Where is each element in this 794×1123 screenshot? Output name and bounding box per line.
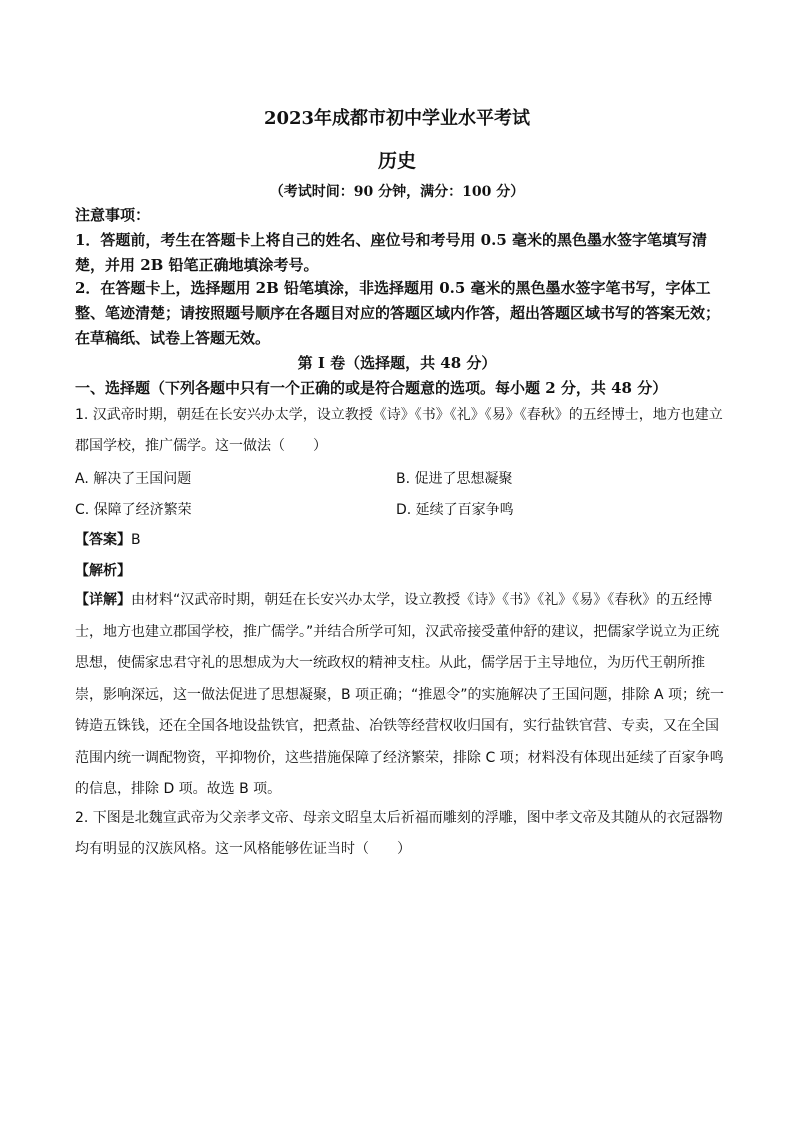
question-1-analysis <box>75 560 131 580</box>
question-1-option-a: A. 解决了王国问题 <box>75 471 192 487</box>
question-1-answer <box>75 529 141 549</box>
detail-text: 由材料“汉武帝时期，朝廷在长安兴办太学，设立教授《诗》《书》《礼》《易》《春秋》的五经博士，地方也建立郡国学校，推广儒学。”并结合所学可知，汉武帝接受董仲舒的建议，把儒家学说立为正统思想，使儒家忠君守礼的思想成为大一统政权的精神支柱。从此，儒学居于主导地位，为历代王朝所推崇，影响深远，这一做法促进了思想凝聚，B 项正确；“推恩令”的实施解决了王国问题，排除 A 项；统一铸造五铢钱，还在全国各地设盐铁官，把煮盐、冶铁等经营权收归国有，实行盐铁官营、专卖，又在全国范围内统一调配物资，平抑物价，这些措施保障了经济繁荣，排除 C 项；材料没有体现出延续了百家争鸣的信息，排除 D 项。故选 B 项。 <box>75 592 725 797</box>
subject-title: 历史 <box>377 150 416 172</box>
exam-title: 2023年成都市初中学业水平考试 <box>263 108 531 129</box>
question-1-option-c: C. 保障了经济繁荣 <box>75 502 192 518</box>
answer-tag: 【答案】 <box>75 532 131 548</box>
section-instructions: 一、选择题（下列各题中只有一个正确的或是符合题意的选项。每小题 2 分，共 48 分） <box>75 379 668 397</box>
notice-item-2: 2．在答题卡上，选择题用 2B 铅笔填涂，非选择题用 0.5 毫米的黑色墨水签字笔书写，字体工整、笔迹清楚；请按照题号顺序在各题目对应的答题区域内作答，超出答题区域书写的答案无效；在草稿纸、试卷上答题无效。 <box>75 279 721 347</box>
answer-value: B <box>131 532 141 548</box>
question-2-stem: 2. 下图是北魏宣武帝为父亲孝文帝、母亲文昭皇太后祈福而雕刻的浮雕，图中孝文帝及其随从的衣冠器物均有明显的汉族风格。这一风格能够佐证当时（ ） <box>75 810 723 857</box>
notice-heading: 注意事项： <box>75 206 151 224</box>
part-title: 第 I 卷（选择题，共 48 分） <box>297 354 497 372</box>
analysis-tag: 【解析】 <box>75 563 131 579</box>
question-1-option-d: D. 延续了百家争鸣 <box>396 502 514 518</box>
notice-item-1: 1．答题前，考生在答题卡上将自己的姓名、座位号和考号用 0.5 毫米的黑色墨水签字笔填写清楚，并用 2B 铅笔正确地填涂考号。 <box>75 231 707 274</box>
question-1-stem: 1. 汉武帝时期，朝廷在长安兴办太学，设立教授《诗》《书》《礼》《易》《春秋》的五经博士，地方也建立郡国学校，推广儒学。这一做法（ ） <box>75 407 723 454</box>
exam-info: （考试时间：90 分钟，满分：100 分） <box>269 184 525 200</box>
question-1-option-b: B. 促进了思想凝聚 <box>396 471 513 487</box>
question-1-detail <box>75 585 725 806</box>
detail-tag: 【详解】 <box>75 592 131 608</box>
